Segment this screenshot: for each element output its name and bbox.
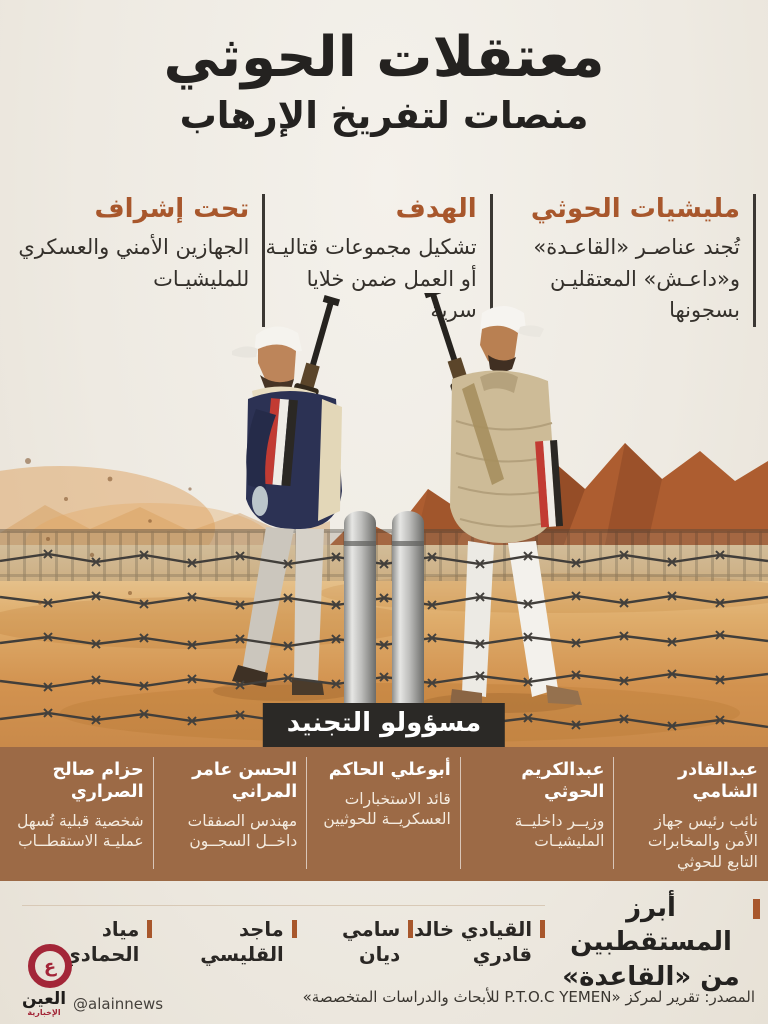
title-line-1: معتقلات الحوثي — [163, 25, 605, 90]
recruiters-panel — [0, 747, 768, 881]
heading-tick — [753, 899, 760, 919]
recruiter-role: مهندس الصفقات داخــل السجــون — [187, 811, 298, 851]
info-heading: الهدف — [395, 194, 477, 224]
recruiter-card — [154, 747, 308, 881]
recruiters-badge: مسؤولو التجنيد — [263, 703, 505, 747]
recruit-item — [413, 917, 545, 968]
scene-illustration — [0, 293, 768, 747]
recruiter-role: وزيــر داخليــة المليشيـات — [514, 811, 605, 851]
info-heading: مليشيات الحوثي — [530, 194, 740, 224]
recruit-name: القيادي خالد قادري — [414, 918, 532, 967]
list-tick — [292, 920, 297, 938]
brand-subtitle: الإخبارية — [27, 1008, 61, 1017]
recruit-item — [297, 917, 414, 968]
recruiter-role: نائب رئيس جهاز الأمن والمخابرات التابع للحوثي — [647, 811, 758, 871]
recruiter-name: أبوعلي الحاكم — [328, 760, 451, 780]
recruit-name: ماجد القليسي — [200, 918, 284, 967]
info-body: الجهازين الأمني والعسكري للمليشيـات — [18, 235, 250, 291]
brand-row — [22, 991, 192, 1017]
background-fence — [0, 529, 768, 581]
social-handle: @alainnews — [73, 995, 164, 1013]
list-tick — [540, 920, 545, 938]
title-line-2: منصات لتفريخ الإرهاب — [179, 94, 589, 138]
recruiter-role: قائد الاستخبارات العسكريــة للحوثيين — [323, 789, 451, 829]
brand-wordmark — [22, 991, 66, 1017]
brand-block — [22, 944, 192, 1017]
alain-logo-icon: ع — [28, 944, 72, 988]
recruit-name: سامي ديان — [341, 918, 401, 967]
recruiter-name: حزام صالح الصراري — [52, 760, 144, 802]
recruiter-name: الحسن عامر المراني — [192, 760, 298, 802]
list-tick — [147, 920, 152, 938]
brand-title: العين — [22, 989, 67, 1009]
recruiter-name: عبدالكريم الحوثي — [521, 760, 605, 802]
recruiter-card — [0, 747, 154, 881]
recruiter-card — [461, 747, 615, 881]
info-body: تُجند عناصـر «القاعـدة» و«داعـش» المعتقليـن بسجونها — [533, 235, 740, 323]
recruits-heading — [544, 891, 758, 994]
scene-svg — [0, 293, 768, 747]
info-body: تشكيل مجموعات قتاليـة أو العمل ضمن خلايا سرية — [265, 235, 477, 323]
recruit-name: مياد الحمادي — [62, 918, 140, 967]
recruiter-card — [307, 747, 461, 881]
info-heading: تحت إشراف — [94, 194, 250, 224]
recruits-heading-line-1: أبرز المستقطبين — [570, 893, 732, 958]
recruiter-role: شخصية قبلية تُسهل عمليـة الاستقطــاب — [17, 811, 144, 851]
recruits-heading-line-2: من «القاعدة» — [562, 961, 740, 992]
recruiter-card — [614, 747, 768, 881]
list-tick — [408, 920, 413, 938]
page-title — [0, 26, 768, 139]
source-line: المصدر: تقرير لمركز «P.T.O.C YEMEN للأبحاث والدراسات المتخصصة» — [302, 988, 755, 1006]
recruiter-name: عبدالقادر الشامي — [678, 760, 758, 802]
